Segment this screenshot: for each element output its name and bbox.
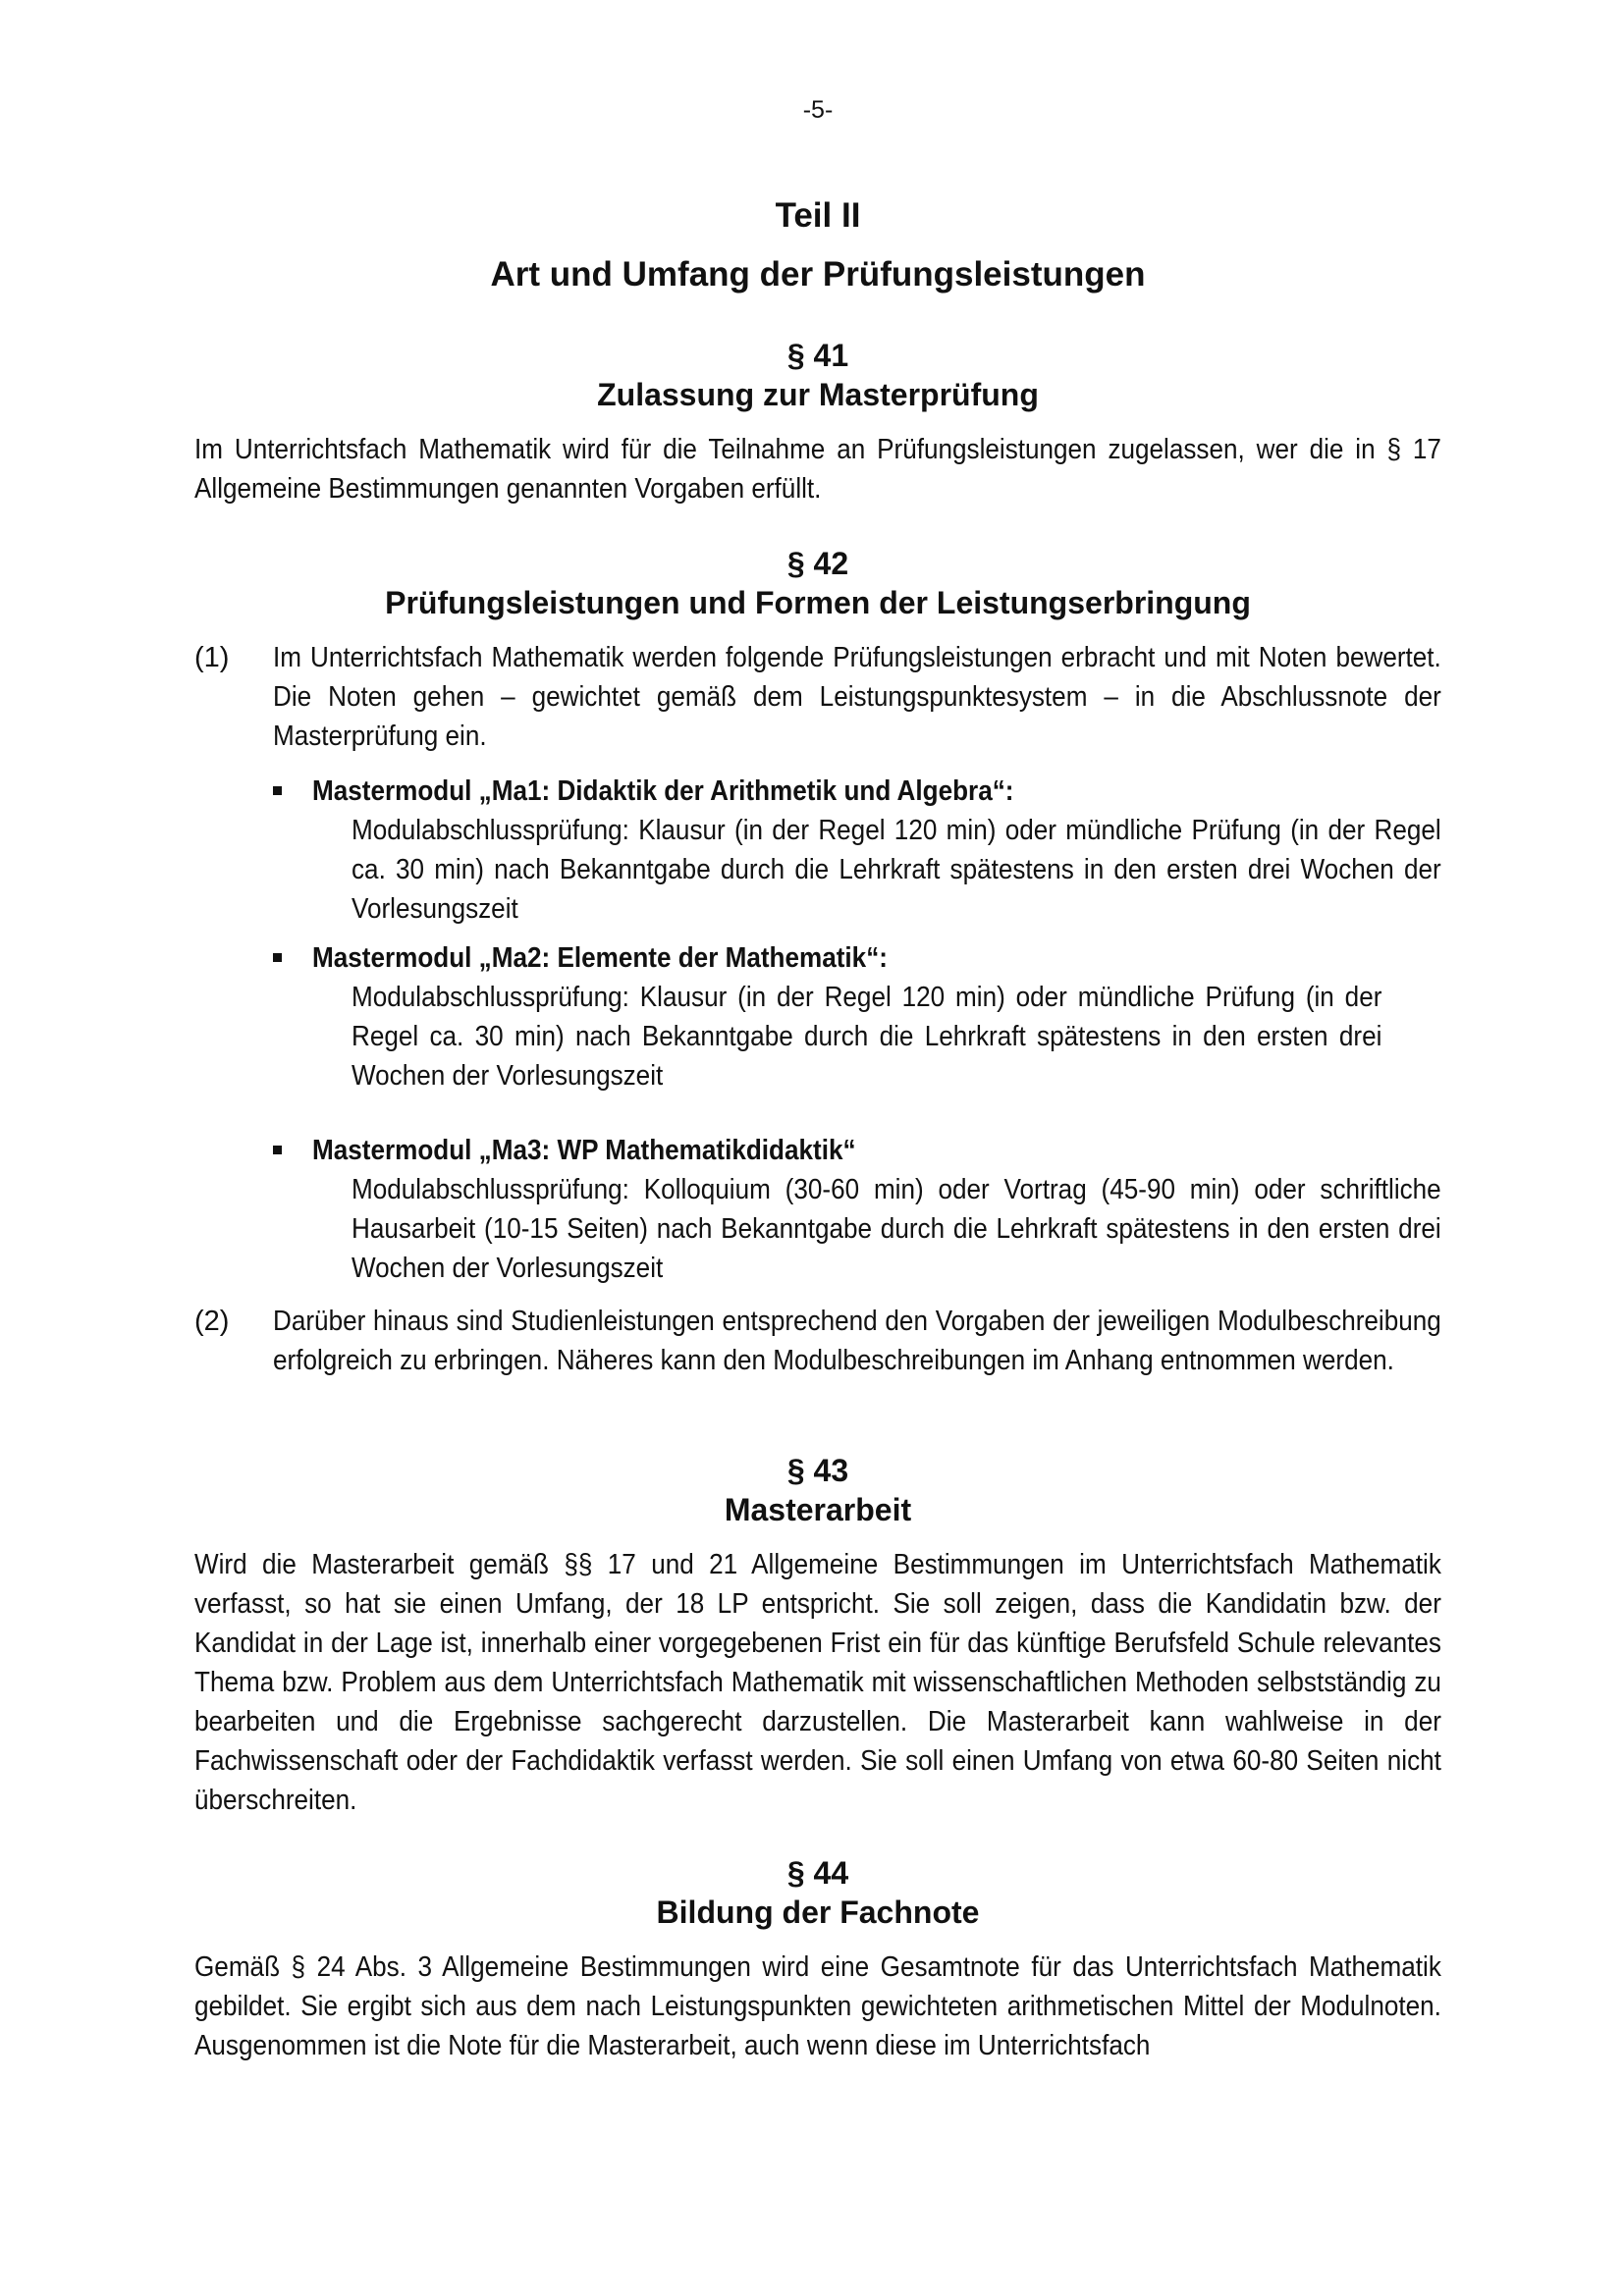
section-title: Zulassung zur Masterprüfung: [597, 377, 1039, 412]
section-title: Prüfungsleistungen und Formen der Leistungserbringung: [385, 585, 1251, 620]
module-description: Modulabschlussprüfung: Klausur (in der Regel 120 min) oder mündliche Prüfung (in der Regel ca. 30 min) nach Bekanntgabe durch die Lehrkraft spätestens in den ersten drei Wochen der Vorlesungszeit: [352, 982, 1382, 1092]
bullet-square-icon: [273, 786, 282, 795]
section-number: § 42: [786, 546, 849, 581]
bullet-square-icon: [273, 953, 282, 962]
paragraph-1: [194, 638, 1441, 756]
paragraph-number: (2): [194, 1306, 230, 1337]
page-number: -5-: [802, 96, 834, 124]
section-title: Masterarbeit: [724, 1492, 912, 1527]
section-42-heading: [194, 544, 1441, 622]
module-item: [273, 938, 1441, 1095]
bullet-square-icon: [273, 1146, 282, 1154]
module-description: Modulabschlussprüfung: Klausur (in der Regel 120 min) oder mündliche Prüfung (in der Regel ca. 30 min) nach Bekanntgabe durch die Lehrkraft spätestens in den ersten drei Wochen der Vorlesungszeit: [352, 815, 1441, 925]
section-number: § 41: [786, 338, 849, 373]
section-44-heading: [194, 1853, 1441, 1932]
paragraph-text: Darüber hinaus sind Studienleistungen entsprechend den Vorgaben der jeweiligen Modulbeschreibung erfolgreich zu erbringen. Näheres kann den Modulbeschreibungen im Anhang entnommen werden.: [273, 1306, 1441, 1376]
paragraph-text: Im Unterrichtsfach Mathematik werden folgende Prüfungsleistungen erbracht und mit Noten bewertet. Die Noten gehen – gewichtet gemäß dem Leistungspunktesystem – in die Abschlussnote der Masterprüfung ein.: [273, 642, 1441, 752]
module-description: Modulabschlussprüfung: Kolloquium (30-60 min) oder Vortrag (45-90 min) oder schriftliche Hausarbeit (10-15 Seiten) nach Bekanntgabe durch die Lehrkraft spätestens in den ersten drei Wochen der Vorlesungszeit: [352, 1174, 1441, 1284]
module-title: Mastermodul „Ma1: Didaktik der Arithmetik und Algebra“:: [312, 775, 1014, 807]
module-item: [273, 1131, 1441, 1288]
section-43-heading: [194, 1451, 1441, 1529]
module-title: Mastermodul „Ma3: WP Mathematikdidaktik“: [312, 1135, 856, 1166]
paragraph-2: [194, 1302, 1441, 1380]
part-title: Art und Umfang der Prüfungsleistungen: [490, 255, 1146, 294]
section-41-text: Im Unterrichtsfach Mathematik wird für die Teilnahme an Prüfungsleistungen zugelassen, wer die in § 17 Allgemeine Bestimmungen genannten Vorgaben erfüllt.: [194, 434, 1441, 505]
module-title: Mastermodul „Ma2: Elemente der Mathematik“:: [312, 942, 888, 974]
section-number: § 43: [786, 1453, 849, 1488]
section-44-text: Gemäß § 24 Abs. 3 Allgemeine Bestimmungen wird eine Gesamtnote für das Unterrichtsfach Mathematik gebildet. Sie ergibt sich aus dem nach Leistungspunkten gewichteten arithmetischen Mittel der Modulnoten. Ausgenommen ist die Note für die Masterarbeit, auch wenn diese im Unterrichtsfach: [194, 1951, 1441, 2061]
part-label: Teil II: [775, 196, 861, 235]
section-title: Bildung der Fachnote: [656, 1895, 980, 1930]
section-43-text: Wird die Masterarbeit gemäß §§ 17 und 21 Allgemeine Bestimmungen im Unterrichtsfach Mathematik verfasst, so hat sie einen Umfang, der 18 LP entspricht. Sie soll zeigen, dass die Kandidatin bzw. der Kandidat in der Lage ist, innerhalb einer vorgegebenen Frist ein für das künftige Berufsfeld Schule relevantes Thema bzw. Problem aus dem Unterrichtsfach Mathematik mit wissenschaftlichen Methoden selbstständig zu bearbeiten und die Ergebnisse sachgerecht darzustellen. Die Masterarbeit kann wahlweise in der Fachwissenschaft oder der Fachdidaktik verfasst werden. Sie soll einen Umfang von etwa 60-80 Seiten nicht überschreiten.: [194, 1549, 1441, 1816]
section-41-heading: [194, 336, 1441, 414]
module-item: [273, 772, 1441, 929]
section-number: § 44: [786, 1855, 849, 1891]
paragraph-number: (1): [194, 642, 230, 673]
